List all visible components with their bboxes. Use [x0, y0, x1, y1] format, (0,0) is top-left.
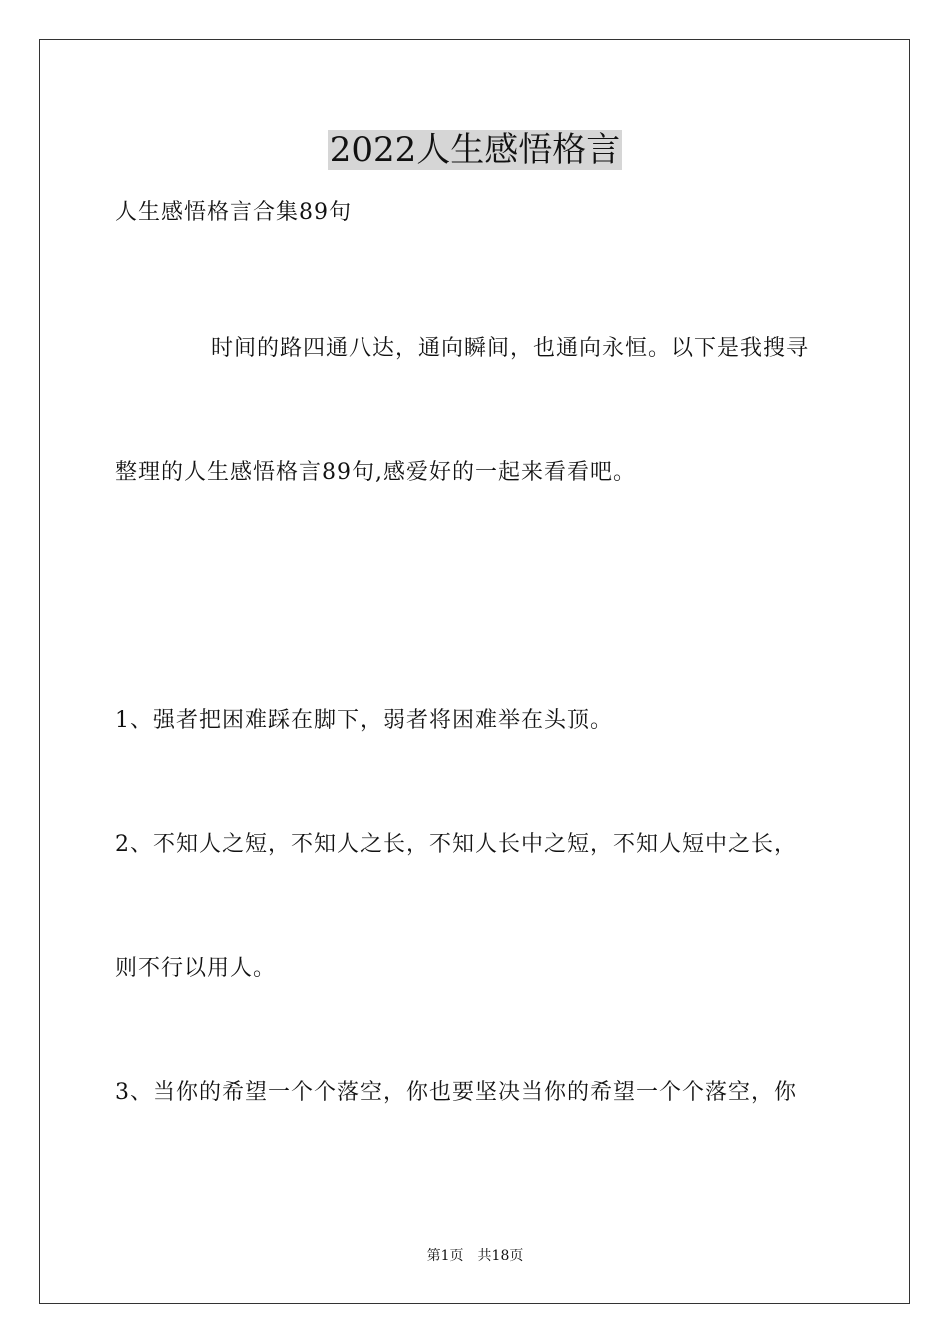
document-title-text: 2022人生感悟格言	[329, 130, 621, 170]
intro-paragraph-line-1: 时间的路四通八达，通向瞬间，也通向永恒。以下是我搜寻	[211, 336, 810, 361]
page-footer: 第1页 共18页	[426, 1248, 524, 1264]
list-item-2-line-1: 2、不知人之短，不知人之长，不知人长中之短，不知人短中之长，	[115, 832, 797, 857]
intro-paragraph-line-2: 整理的人生感悟格言89句,感爱好的一起来看看吧。	[115, 460, 636, 485]
list-item-3-line-1: 3、当你的希望一个个落空，你也要坚决当你的希望一个个落空，你	[115, 1080, 797, 1105]
document-title	[0, 128, 950, 172]
page-border	[39, 39, 910, 1304]
list-item-2-line-2: 则不行以用人。	[115, 956, 277, 981]
document-subtitle: 人生感悟格言合集89句	[115, 200, 352, 225]
list-item-1: 1、强者把困难踩在脚下，弱者将困难举在头顶。	[115, 708, 613, 733]
